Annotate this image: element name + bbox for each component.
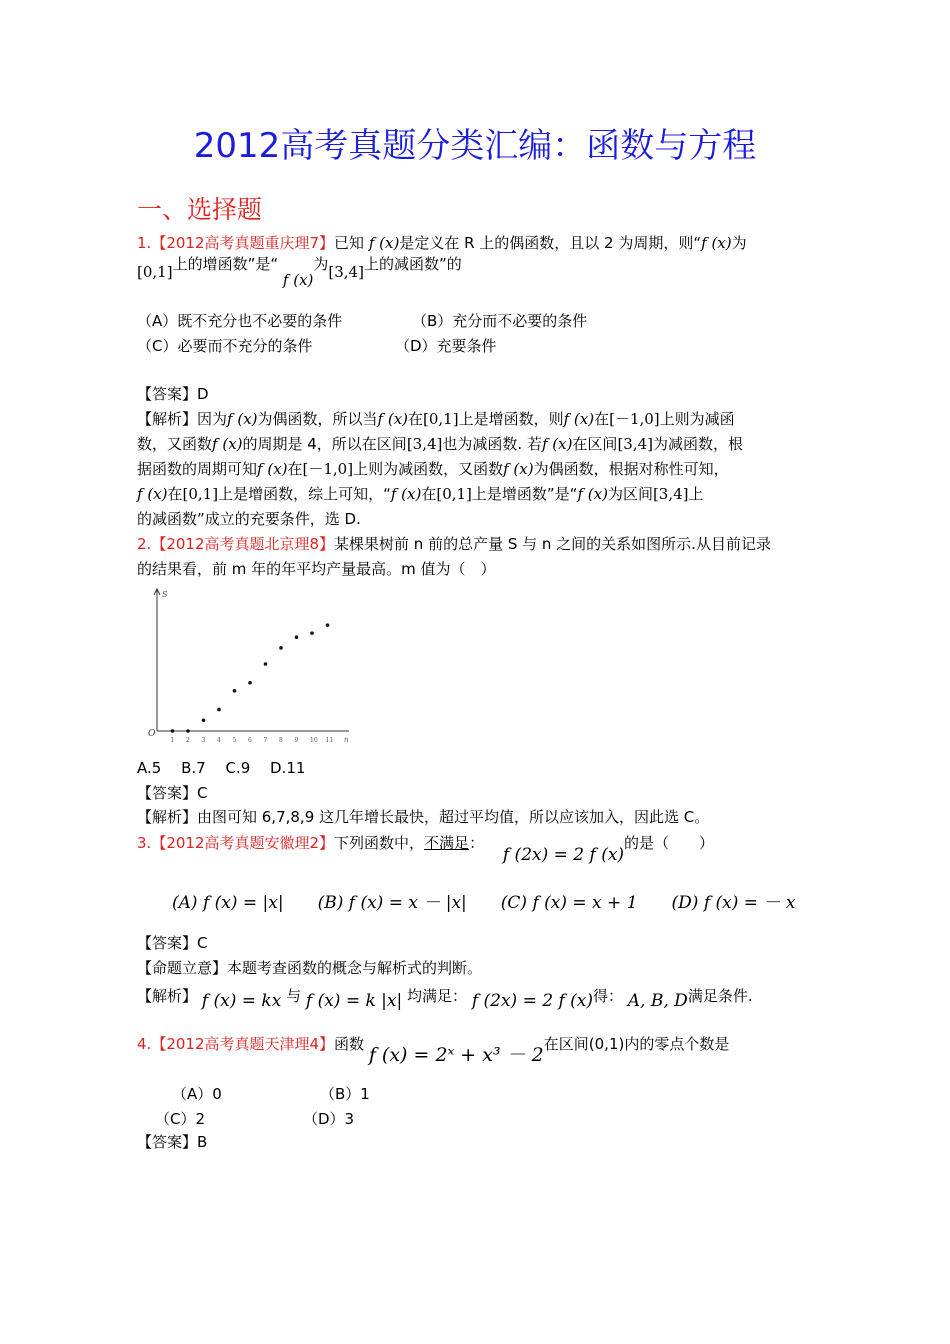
q1-exp-text: 在	[408, 410, 424, 428]
q1-fx: f (x)	[377, 410, 408, 428]
q4-text: 在区间(0,1)内的零点个数是	[543, 1035, 730, 1053]
q1-interval: [0,1]	[137, 263, 173, 281]
q3-exp-equation: f (2x) = 2 f (x)	[471, 991, 593, 1011]
q3-line-1	[137, 833, 715, 865]
q1-fx: f (x)	[563, 410, 595, 428]
y-axis-label: S	[162, 590, 168, 599]
data-point	[217, 708, 221, 712]
q1-interval: [－1,0]	[302, 460, 354, 478]
q2-scatter-chart	[137, 583, 357, 748]
q3-text-underlined: 不满足	[424, 834, 470, 852]
q3-exp-equation: f (x) = kx	[201, 991, 282, 1011]
q1-text: 为	[313, 255, 329, 273]
data-point	[248, 681, 252, 685]
q1-fx: f (x)	[541, 435, 573, 453]
q1-fx: f (x)	[701, 234, 732, 252]
q1-fx: f (x)	[282, 271, 314, 289]
x-tick-label: 11	[325, 737, 334, 744]
q2-number: 2.	[137, 535, 152, 553]
q1-exp-text: 在区间	[572, 435, 618, 453]
q3-explanation	[137, 986, 753, 1011]
q1-fx: f (x)	[503, 460, 534, 478]
q1-exp-text: 上是增函数”是“	[471, 485, 578, 503]
q3-exp-text: 与	[286, 987, 302, 1005]
q3-text: 的是（ ）	[624, 834, 715, 852]
q1-fx: f (x)	[227, 410, 258, 428]
q3-intent: 【命题立意】本题考查函数的概念与解析式的判断。	[137, 959, 483, 977]
q1-fx: f (x)	[577, 485, 608, 503]
q1-exp-text: 上是增函数，综上可知，“	[218, 485, 391, 503]
q1-option-d: （D）充要条件	[395, 337, 497, 355]
q1-source: 【2012高考真题重庆理7】	[151, 234, 335, 252]
q1-exp-text: 据函数的周期可知	[137, 460, 258, 478]
q4-option-d: （D）3	[303, 1110, 355, 1128]
data-point	[186, 729, 190, 733]
data-point	[202, 718, 206, 722]
q1-option-a: （A）既不充分也不必要的条件	[137, 312, 343, 330]
x-tick-label: 6	[248, 737, 252, 744]
x-tick-label: 8	[279, 737, 283, 744]
x-tick-label: 4	[217, 737, 221, 744]
q1-exp-text: 在	[167, 485, 183, 503]
q1-text: 上的减函数”的	[363, 255, 462, 273]
data-point	[171, 729, 175, 733]
data-point	[326, 623, 330, 627]
q1-exp-text: 在	[421, 485, 437, 503]
q1-exp-text: 数，又函数	[137, 435, 213, 453]
q4-text: 函数	[334, 1035, 365, 1053]
data-point	[295, 635, 299, 639]
q4-number: 4.	[137, 1035, 152, 1053]
q3-answer: 【答案】C	[137, 934, 208, 952]
x-tick-label: 9	[294, 737, 299, 744]
q3-exp-text: 满足条件.	[687, 987, 753, 1005]
q3-exp-text: 【解析】	[137, 987, 198, 1005]
q1-option-b: （B）充分而不必要的条件	[412, 312, 588, 330]
q1-text: 为	[731, 234, 747, 252]
q1-exp-text: 上则为减函	[659, 410, 735, 428]
q1-interval: [3,4]	[406, 435, 443, 453]
q3-exp-equation: A, B, D	[627, 991, 688, 1011]
data-point	[310, 631, 314, 635]
q1-exp-text: 也为减函数. 若	[442, 435, 542, 453]
q2-answer: 【答案】C	[137, 784, 208, 802]
x-tick-label: 3	[201, 737, 206, 744]
q3-number: 3.	[137, 834, 152, 852]
data-point	[233, 689, 237, 693]
q1-fx: f (x)	[257, 460, 288, 478]
q3-equation: f (2x) = 2 f (x)	[502, 845, 625, 865]
x-tick-label: 10	[310, 737, 318, 744]
q2-explanation: 【解析】由图可知 6,7,8,9 这几年增长最快，超过平均值，所以应该加入，因此选 C。	[137, 808, 710, 826]
q3-choices: (A) f (x) = |x| (B) f (x) = x － |x| (C) f (x) = x + 1 (D) f (x) = － x	[172, 893, 796, 913]
x-tick-label: 1	[170, 737, 175, 744]
data-point	[264, 662, 268, 666]
q4-answer: 【答案】B	[137, 1133, 208, 1151]
q2-options: A.5 B.7 C.9 D.11	[137, 759, 306, 777]
origin-label: O	[148, 729, 156, 739]
chart-points	[171, 623, 330, 732]
q1-line-1	[137, 233, 747, 253]
x-tick-label: 5	[232, 737, 237, 744]
chart-axes	[148, 589, 349, 744]
q4-option-a: （A）0	[172, 1085, 222, 1103]
q1-fx: f (x)	[390, 485, 422, 503]
q1-fx: f (x)	[212, 435, 243, 453]
q2-text: 某棵果树前 n 前的总产量 S 与 n 之间的关系如图所示.从目前记录	[334, 535, 771, 553]
q1-fx: f (x)	[137, 485, 168, 503]
q1-exp-text: 上则为减函数，又函数	[353, 460, 504, 478]
q2-line-1	[137, 534, 771, 554]
q4-line-1	[137, 1033, 730, 1066]
q4-source: 【2012高考真题天津理4】	[151, 1035, 335, 1053]
q1-exp-line-5: 的减函数”成立的充要条件，选 D.	[137, 510, 361, 528]
q1-text: 上的增函数”是“	[172, 255, 279, 273]
q1-interval: [3,4]	[617, 435, 653, 453]
q1-exp-line-4	[137, 484, 704, 504]
q2-source: 【2012高考真题北京理8】	[151, 535, 335, 553]
q1-exp-text: 上	[688, 485, 704, 503]
q1-number: 1.	[137, 234, 152, 252]
q3-text: 下列函数中，	[334, 834, 425, 852]
q1-exp-text: 为偶函数，所以当	[257, 410, 378, 428]
q1-option-c: （C）必要而不充分的条件	[137, 337, 313, 355]
chart-ticks	[171, 737, 334, 744]
q1-exp-text: 在	[594, 410, 610, 428]
section-heading: 一、选择题	[137, 195, 263, 224]
q1-exp-line-3	[137, 459, 729, 479]
q1-exp-line-2	[137, 434, 743, 454]
q1-answer: 【答案】D	[137, 385, 209, 403]
q1-exp-text: 为区间	[607, 485, 653, 503]
q1-exp-text: 上是增函数，则	[458, 410, 564, 428]
q1-exp-line-1	[137, 409, 735, 429]
q1-interval: [－1,0]	[609, 410, 660, 428]
q3-exp-text: 得：	[593, 987, 624, 1005]
q3-exp-text: 均满足：	[407, 987, 468, 1005]
q4-option-b: （B）1	[320, 1085, 370, 1103]
q2-line-2: 的结果看，前 m 年的年平均产量最高。m 值为（ ）	[137, 560, 496, 578]
q1-interval: [0,1]	[423, 410, 459, 428]
data-point	[279, 646, 283, 650]
q1-line-2	[137, 255, 462, 289]
q1-interval: [3,4]	[328, 263, 364, 281]
x-tick-label: 7	[263, 737, 268, 744]
q3-source: 【2012高考真题安徽理2】	[151, 834, 335, 852]
q3-exp-equation: f (x) = k |x|	[305, 991, 403, 1011]
x-tick-label: 2	[186, 737, 190, 744]
q1-exp-text: 在	[287, 460, 303, 478]
q1-text: 是定义在 R 上的偶函数，且以 2 为周期，则“	[399, 234, 702, 252]
q1-exp-text: 的周期是 4，所以在区间	[242, 435, 407, 453]
q1-exp-text: 【解析】因为	[137, 410, 228, 428]
q1-text: 已知	[334, 234, 365, 252]
page-title: 2012高考真题分类汇编：函数与方程	[193, 126, 757, 166]
x-axis-label: n	[344, 736, 349, 744]
q4-option-c: （C）2	[155, 1110, 206, 1128]
q1-exp-text: 为偶函数，根据对称性可知，	[533, 460, 729, 478]
q1-fx: f (x)	[368, 234, 400, 252]
q1-interval: [0,1]	[436, 485, 472, 503]
q1-interval: [0,1]	[182, 485, 219, 503]
q4-equation: f (x) = 2ˣ + x³ － 2	[368, 1044, 544, 1066]
q1-exp-text: 为减函数，根	[653, 435, 744, 453]
q3-text: ：	[469, 834, 485, 852]
q1-interval: [3,4]	[652, 485, 689, 503]
